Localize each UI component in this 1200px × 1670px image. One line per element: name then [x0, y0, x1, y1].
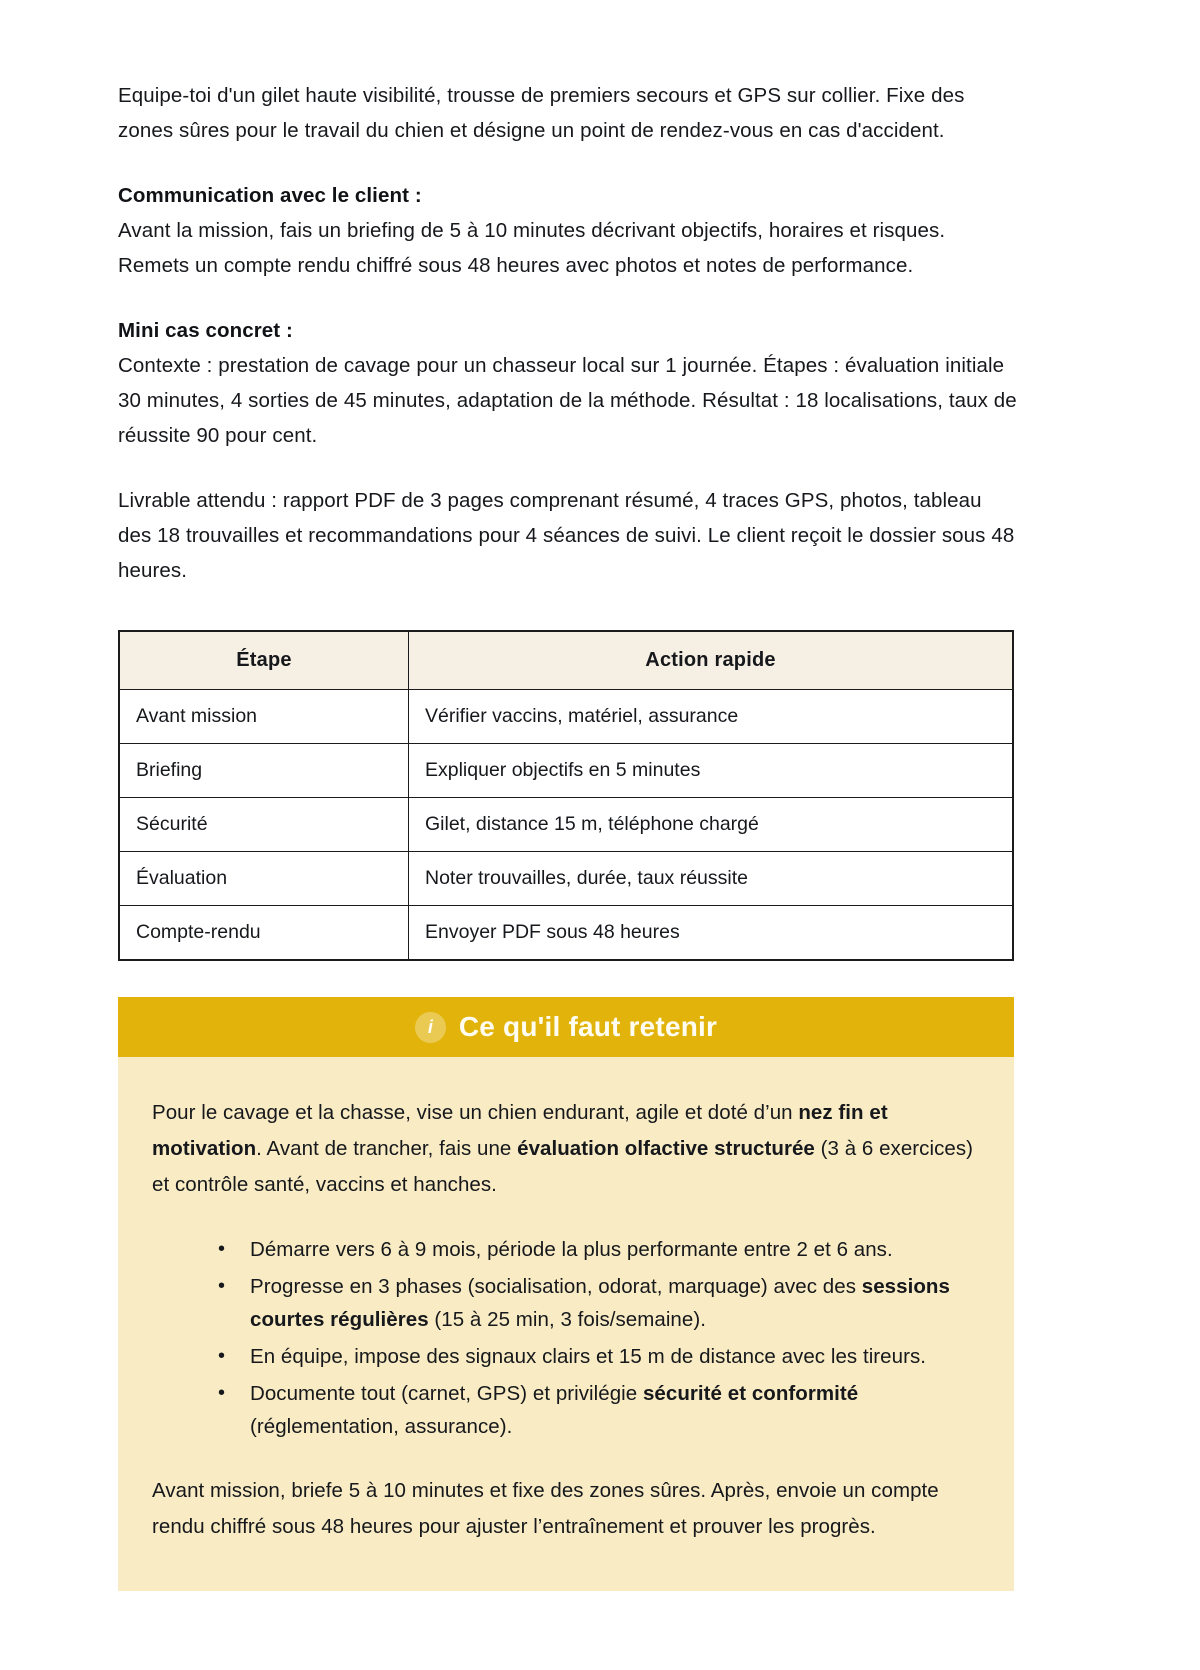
- bullet-glyph: •: [218, 1345, 226, 1367]
- list-item-text: Progresse en 3 phases (socialisation, odorat, marquage) avec des sessions courtes régulières (15 à 25 min, 3 fois/semaine).: [250, 1275, 950, 1331]
- list-item: [218, 1340, 980, 1373]
- callout-title: Ce qu'il faut retenir: [458, 1011, 718, 1042]
- list-item: [218, 1233, 980, 1266]
- table-cell-action: Expliquer objectifs en 5 minutes: [409, 744, 1014, 798]
- intro-paragraph: Equipe-toi d'un gilet haute visibilité, trousse de premiers secours et GPS sur collier. Fixe des zones sûres pour le travail du chien et désigne un point de rendez-vous en cas d'accident.: [118, 84, 965, 142]
- section-heading-communication: Communication avec le client :: [118, 184, 422, 207]
- document-content: [118, 78, 1020, 1591]
- table-cell-action: Noter trouvailles, durée, taux réussite: [409, 852, 1014, 906]
- table-header-row: [119, 631, 1013, 690]
- info-icon: [415, 1012, 446, 1043]
- section-body-mini-cas: Contexte : prestation de cavage pour un chasseur local sur 1 journée. Étapes : évaluation initiale 30 minutes, 4 sorties de 45 minutes, adaptation de la méthode. Résultat : 18 localisations, taux de réussite 90 pour cent.: [118, 354, 1017, 447]
- list-item-text: Documente tout (carnet, GPS) et privilégie sécurité et conformité (réglementation, assurance).: [250, 1382, 859, 1438]
- callout-header: [118, 997, 1014, 1057]
- action-rapide-table: [118, 630, 1014, 961]
- table-body: [119, 690, 1013, 961]
- section-heading-mini-cas: Mini cas concret :: [118, 319, 293, 342]
- table-cell-etape: Briefing: [119, 744, 409, 798]
- table-cell-etape: Avant mission: [119, 690, 409, 744]
- section-mini-cas: [118, 313, 1020, 453]
- table-row: [119, 906, 1013, 961]
- table-cell-action: Vérifier vaccins, matériel, assurance: [409, 690, 1014, 744]
- callout-closing-paragraph: Avant mission, briefe 5 à 10 minutes et fixe des zones sûres. Après, envoie un compte rendu chiffré sous 48 heures pour ajuster l’entraînement et prouver les progrès.: [152, 1479, 939, 1538]
- deliverable-paragraph: Livrable attendu : rapport PDF de 3 pages comprenant résumé, 4 traces GPS, photos, tableau des 18 trouvailles et recommandations pour 4 séances de suivi. Le client reçoit le dossier sous 48 heures.: [118, 489, 1015, 582]
- bullet-glyph: •: [218, 1275, 226, 1297]
- action-table-wrapper: [118, 630, 1020, 961]
- table-header-action: Action rapide: [409, 631, 1014, 690]
- callout-bullet-list: [152, 1233, 980, 1443]
- intro-block: [118, 78, 1020, 148]
- bullet-glyph: •: [218, 1238, 226, 1260]
- table-row: [119, 852, 1013, 906]
- list-item-text: Démarre vers 6 à 9 mois, période la plus performante entre 2 et 6 ans.: [250, 1238, 893, 1261]
- table-cell-action: Gilet, distance 15 m, téléphone chargé: [409, 798, 1014, 852]
- list-item: [218, 1377, 980, 1443]
- list-item-text: En équipe, impose des signaux clairs et 15 m de distance avec les tireurs.: [250, 1345, 926, 1368]
- callout-intro-paragraph: Pour le cavage et la chasse, vise un chien endurant, agile et doté d’un nez fin et motivation. Avant de trancher, fais une évaluation olfactive structurée (3 à 6 exercices) et contrôle santé, vaccins et hanches.: [152, 1101, 974, 1196]
- table-head: [119, 631, 1013, 690]
- table-row: [119, 744, 1013, 798]
- bullet-glyph: •: [218, 1382, 226, 1404]
- table-row: [119, 690, 1013, 744]
- table-cell-etape: Compte-rendu: [119, 906, 409, 961]
- deliverable-block: [118, 483, 1020, 588]
- section-body-communication: Avant la mission, fais un briefing de 5 à 10 minutes décrivant objectifs, horaires et risques. Remets un compte rendu chiffré sous 48 heures avec photos et notes de performance.: [118, 219, 946, 277]
- callout-body: [118, 1057, 1014, 1591]
- table-cell-etape: Évaluation: [119, 852, 409, 906]
- info-icon-glyph: i: [427, 1017, 433, 1037]
- table-row: [119, 798, 1013, 852]
- section-communication: [118, 178, 1020, 283]
- table-cell-action: Envoyer PDF sous 48 heures: [409, 906, 1014, 961]
- key-takeaways-callout: [118, 997, 1014, 1591]
- table-header-etape: Étape: [119, 631, 409, 690]
- table-cell-etape: Sécurité: [119, 798, 409, 852]
- list-item: [218, 1270, 980, 1336]
